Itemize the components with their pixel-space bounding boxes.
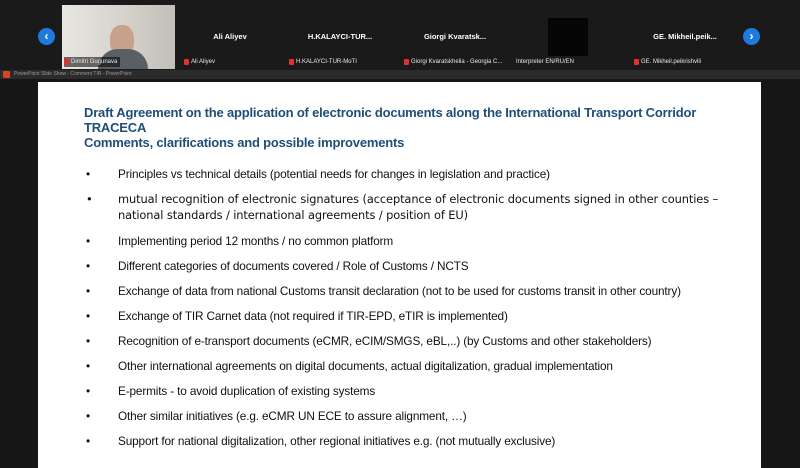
participant-tile-video[interactable] bbox=[62, 5, 175, 69]
participant-label: Dimitri Gugunava bbox=[64, 57, 120, 67]
participant-name: GE. Mikheil.peik... bbox=[653, 32, 717, 41]
list-item: • Other similar initiatives (e.g. eCMR UN ECE to assure alignment, …) bbox=[86, 409, 467, 423]
participant-name: Giorgi Kvaratsk... bbox=[423, 32, 487, 41]
slide[interactable] bbox=[38, 82, 761, 468]
list-item: • mutual recognition of electronic signatures (acceptance of electronic documents signed in other counties – national standards / international agreements / position of EU) bbox=[86, 192, 719, 222]
list-item: • Other international agreements on digital documents, actual digitalization, gradual implementation bbox=[86, 359, 613, 373]
participant-label: H.KALAYCI-TUR-MoTI bbox=[289, 57, 357, 67]
bullet-icon: • bbox=[86, 309, 90, 323]
participant-tile[interactable] bbox=[512, 5, 627, 69]
list-item: • E-permits - to avoid duplication of existing systems bbox=[86, 384, 376, 398]
participant-tile[interactable] bbox=[180, 5, 280, 69]
participant-tile[interactable] bbox=[400, 5, 510, 69]
mic-muted-icon bbox=[404, 59, 409, 65]
bullet-icon: • bbox=[86, 384, 90, 398]
mic-muted-icon bbox=[289, 59, 294, 65]
list-item: • Exchange of TIR Carnet data (not required if TIR-EPD, eTIR is implemented) bbox=[86, 309, 508, 323]
participant-tile[interactable] bbox=[630, 5, 740, 69]
bullet-icon: • bbox=[86, 192, 93, 206]
chevron-left-icon: ‹ bbox=[44, 29, 49, 43]
mic-muted-icon bbox=[64, 59, 69, 65]
participant-label: GE. Mikheil.peikrishvili bbox=[634, 57, 701, 67]
mic-muted-icon bbox=[634, 59, 639, 65]
slide-subtitle: Comments, clarifications and possible improvements bbox=[84, 135, 405, 150]
bullet-list bbox=[84, 166, 744, 453]
participant-name: Ali Aliyev bbox=[213, 32, 247, 41]
bullet-icon: • bbox=[86, 234, 90, 248]
chevron-right-icon: › bbox=[749, 29, 754, 43]
participant-label: Ali Aliyev bbox=[184, 57, 215, 67]
list-item: • Exchange of data from national Customs transit declaration (not to be used for customs transit in other country) bbox=[86, 284, 681, 298]
list-item: • Implementing period 12 months / no common platform bbox=[86, 234, 394, 248]
bullet-icon: • bbox=[86, 259, 90, 273]
list-item: • Different categories of documents covered / Role of Customs / NCTS bbox=[86, 259, 469, 273]
participant-avatar bbox=[548, 18, 588, 56]
list-item: • Support for national digitalization, other regional initiatives e.g. (not mutually exclusive) bbox=[86, 434, 556, 448]
mic-muted-icon bbox=[184, 59, 189, 65]
participant-label: Giorgi Kvaratskhelia - Georgia C... bbox=[404, 57, 502, 67]
slideshow-titlebar bbox=[0, 70, 800, 79]
powerpoint-icon bbox=[3, 71, 10, 78]
bullet-icon: • bbox=[86, 167, 90, 181]
bullet-icon: • bbox=[86, 409, 90, 423]
participant-strip bbox=[0, 0, 800, 70]
list-item: • Principles vs technical details (potential needs for changes in legislation and practice) bbox=[86, 167, 550, 181]
participant-name: H.KALAYCI-TUR... bbox=[307, 32, 373, 41]
list-item: • Recognition of e-transport documents (eCMR, eCIM/SMGS, eBL,..) (by Customs and other stakeholders) bbox=[86, 334, 652, 348]
participant-tile[interactable] bbox=[285, 5, 395, 69]
bullet-icon: • bbox=[86, 359, 90, 373]
bullet-icon: • bbox=[86, 334, 90, 348]
next-participants-button[interactable] bbox=[743, 28, 760, 45]
participant-label: Interpreter EN/RU/EN bbox=[516, 59, 575, 65]
bullet-icon: • bbox=[86, 284, 90, 298]
window-title: PowerPoint Slide Show - Comment TIR - PowerPoint bbox=[14, 71, 132, 77]
bullet-icon: • bbox=[86, 434, 90, 448]
slide-title: Draft Agreement on the application of electronic documents along the International Transport Corridor TRACECA bbox=[84, 105, 697, 135]
prev-participants-button[interactable] bbox=[38, 28, 55, 45]
